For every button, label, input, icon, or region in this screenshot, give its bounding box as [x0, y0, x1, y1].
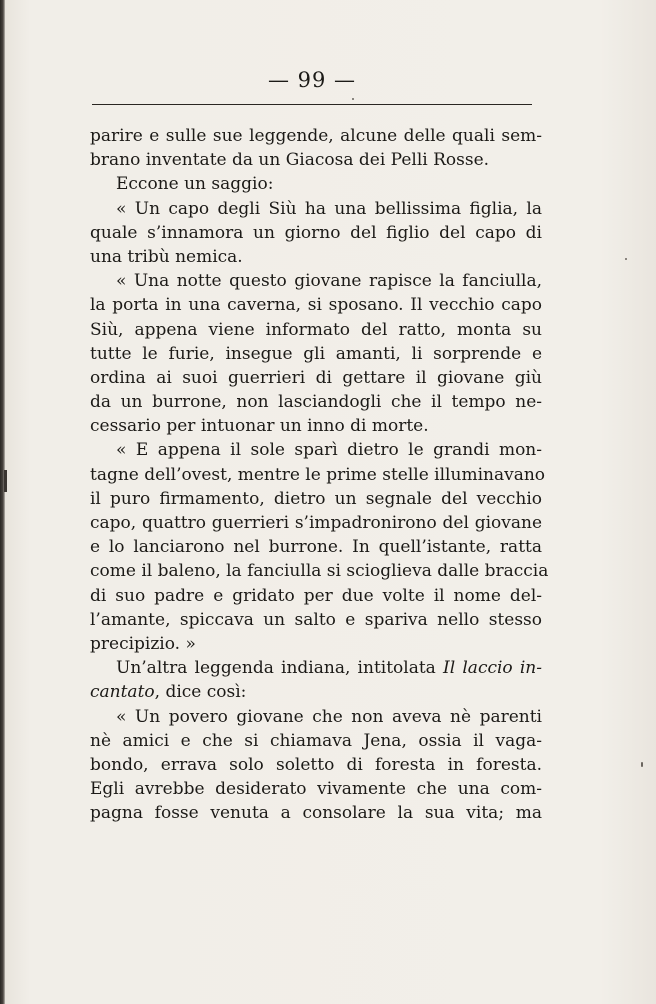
text-line: tutte le furie, insegue gli amanti, li sorprende e [90, 343, 542, 364]
text-line: l’amante, spiccava un salto e spariva nello stesso [90, 609, 542, 630]
text-line: Siù, appena viene informato del ratto, monta su [90, 319, 542, 340]
text-fragment: , dice così: [154, 682, 247, 703]
paper-speck [625, 258, 627, 260]
text-fragment: Un’altra leggenda indiana, intitolata [116, 658, 444, 679]
text-line: « E appena il sole sparì dietro le grandi mon- [116, 440, 542, 461]
text-line: una tribù nemica. [90, 246, 243, 267]
text-line: ordina ai suoi guerrieri di gettare il giovane giù [90, 367, 542, 388]
paper-speck [641, 762, 643, 767]
text-line: cessario per intuonar un inno di morte. [90, 416, 429, 437]
text-line: « Un povero giovane che non aveva nè parenti [116, 706, 542, 727]
text-line: brano inventate da un Giacosa dei Pelli Rosse. [90, 150, 490, 171]
text-line [90, 680, 542, 704]
text-line: nè amici e che si chiamava Jena, ossia il vaga- [90, 730, 542, 751]
text-line: Egli avrebbe desiderato vivamente che una com- [90, 779, 542, 800]
text-line: pagna fosse venuta a consolare la sua vita; ma [90, 803, 542, 824]
text-line: e lo lanciarono nel burrone. In quell’istante, ratta [90, 537, 542, 558]
text-line: tagne dell’ovest, mentre le prime stelle illuminavano [90, 464, 546, 485]
text-line: « Un capo degli Siù ha una bellissima figlia, la [116, 198, 542, 219]
header-rule [92, 104, 532, 105]
italic-title: Il laccio in- [443, 658, 542, 679]
spine-mark [4, 470, 7, 492]
text-line: come il baleno, la fanciulla si scioglieva dalle braccia [90, 561, 549, 582]
text-line: capo, quattro guerrieri s’impadronirono del giovane [90, 513, 542, 533]
text-line: di suo padre e gridato per due volte il nome del- [90, 585, 542, 606]
text-line: « Una notte questo giovane rapisce la fanciulla, [116, 271, 542, 292]
body-text [90, 124, 549, 825]
text-line: parire e sulle sue leggende, alcune delle quali sem- [90, 126, 542, 146]
italic-title: cantato [90, 682, 155, 703]
text-line: precipizio. » [90, 633, 196, 654]
text-line: da un burrone, non lasciandogli che il tempo ne- [90, 392, 542, 413]
text-line: Eccone un saggio: [116, 174, 274, 195]
text-line: bondo, errava solo soletto di foresta in foresta. [90, 754, 542, 775]
paper-speck [352, 98, 354, 100]
text-line: la porta in una caverna, si sposano. Il vecchio capo [90, 295, 542, 316]
book-spine-edge [0, 0, 5, 1004]
text-line: quale s’innamora un giorno del figlio del capo di [90, 222, 542, 243]
page-number-header: — 99 — [267, 68, 357, 92]
text-line: il puro firmamento, dietro un segnale del vecchio [90, 488, 542, 509]
text-line [90, 656, 542, 680]
